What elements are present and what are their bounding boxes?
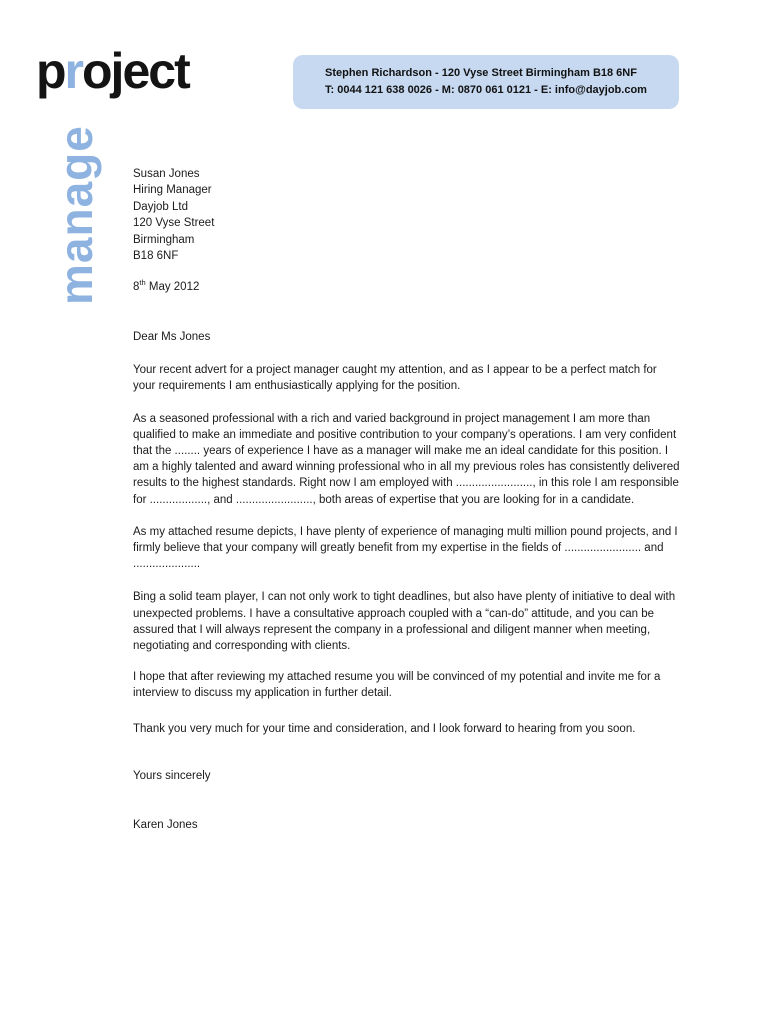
recipient-city: Birmingham xyxy=(133,233,195,246)
paragraph-thank-you: Thank you very much for your time and consideration, and I look forward to hearing from you soon. xyxy=(133,722,636,735)
paragraph-intro: Your recent advert for a project manager caught my attention, and as I appear to be a perfect match for your requirements I am enthusiastically applying for the position. xyxy=(133,364,657,393)
date-ordinal-suffix: th xyxy=(139,278,146,288)
paragraph-resume: As my attached resume depicts, I have plenty of experience of managing multi million pound projects, and I firmly believe that your company will greatly benefit from my expertise in the fields of ........................ and ..................... xyxy=(133,525,678,571)
recipient-company: Dayjob Ltd xyxy=(133,200,188,213)
paragraph-experience: As a seasoned professional with a rich and varied background in project management I am more than qualified to make an immediate and positive contribution to your company’s operations. I am very confident that the ........ years of experience I have as a manager will make me an ideal candidate for this position. I am a highly talented and award winning professional who in all my previous roles has consistently delivered results to the highest standards. Right now I am employed with ........................, in this role I am responsible for .................., and ........................, both areas of expertise that you are looking for in a candidate. xyxy=(133,412,680,506)
paragraph-hope: I hope that after reviewing my attached resume you will be convinced of my potential and invite me for a interview to discuss my application in further detail. xyxy=(133,671,661,700)
salutation: Dear Ms Jones xyxy=(133,331,211,343)
letter-body xyxy=(133,329,681,833)
recipient-street: 120 Vyse Street xyxy=(133,217,215,230)
recipient-address-block xyxy=(133,166,214,264)
date-day: 8 xyxy=(133,281,140,293)
logo-letter-p: p xyxy=(36,43,65,99)
contact-info-card xyxy=(293,55,679,109)
recipient-title: Hiring Manager xyxy=(133,184,212,197)
recipient-postcode: B18 6NF xyxy=(133,250,179,263)
contact-name-address-line: Stephen Richardson - 120 Vyse Street Birmingham B18 6NF xyxy=(325,67,637,79)
paragraph-team-player: Bing a solid team player, I can not only work to tight deadlines, but also have plenty of initiative to deal with unexpected problems. I have a consultative approach coupled with a “can-do” attitude, and you can be assured that I will always represent the company in a professional and diligent manner when meeting, negotiating and corresponding with clients. xyxy=(133,591,676,653)
logo-letters-oject: oject xyxy=(82,43,189,99)
logo-letter-r-accent: r xyxy=(64,43,83,99)
logo-project-wordmark xyxy=(36,43,189,99)
recipient-name: Susan Jones xyxy=(133,168,200,180)
letter-date xyxy=(133,278,200,293)
closing: Yours sincerely xyxy=(133,769,211,782)
signature-name: Karen Jones xyxy=(133,819,198,832)
date-month-year: May 2012 xyxy=(145,281,200,293)
logo-manage-vertical-wordmark: manage xyxy=(50,125,102,305)
contact-phone-email-line: T: 0044 121 638 0026 - M: 0870 061 0121 - E: info@dayjob.com xyxy=(325,84,647,96)
